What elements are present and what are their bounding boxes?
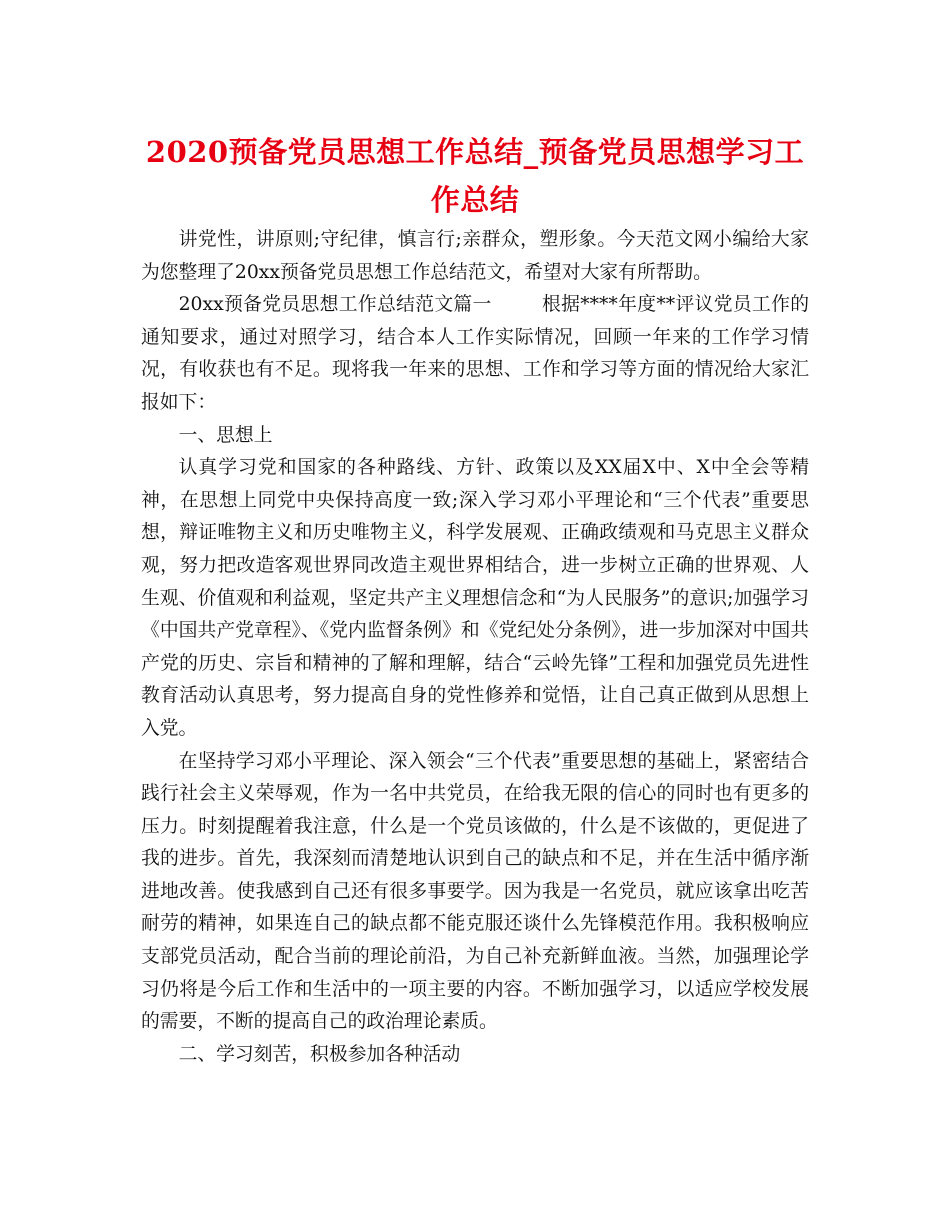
- document-body: [141, 224, 809, 1071]
- article-start-text: 根据****年度**评议党员工作的通知要求，通过对照学习，结合本人工作实际情况，回顾一年来的工作学习情况，有收获也有不足。现将我一年来的思想、工作和学习等方面的情况给大家汇报如下：: [141, 294, 809, 413]
- section-heading-1: 一、思想上: [178, 424, 273, 446]
- section-heading-2: 二、学习刻苦，积极参加各种活动: [178, 1043, 461, 1065]
- body-paragraph: 在坚持学习邓小平理论、深入领会“三个代表”重要思想的基础上，紧密结合践行社会主义荣辱观，作为一名中共党员，在给我无限的信心的同时也有更多的压力。时刻提醒着我注意，什么是一个党员该做的，什么是不该做的，更促进了我的进步。首先，我深刻而清楚地认识到自己的缺点和不足，并在生活中循序渐进地改善。使我感到自己还有很多事要学。因为我是一名党员，就应该拿出吃苦耐劳的精神，如果连自己的缺点都不能克服还谈什么先锋模范作用。我积极响应支部党员活动，配合当前的理论前沿，为自己补充新鲜血液。当然，加强理论学习仍将是今后工作和生活中的一项主要的内容。不断加强学习，以适应学校发展的需要，不断的提高自己的政治理论素质。: [141, 750, 809, 1033]
- article-start-paragraph: [141, 289, 809, 419]
- body-paragraph: 认真学习党和国家的各种路线、方针、政策以及XX届X中、X中全会等精神，在思想上同党中央保持高度一致;深入学习邓小平理论和“三个代表”重要思想，辩证唯物主义和历史唯物主义，科学发展观、正确政绩观和马克思主义群众观，努力把改造客观世界同改造主观世界相结合，进一步树立正确的世界观、人生观、价值观和利益观，坚定共产主义理想信念和“为人民服务”的意识;加强学习《中国共产党章程》、《党内监督条例》和《党纪处分条例》，进一步加深对中国共产党的历史、宗旨和精神的了解和理解，结合“云岭先锋”工程和加强党员先进性教育活动认真思考，努力提高自身的党性修养和觉悟，让自己真正做到从思想上入党。: [141, 457, 809, 739]
- document-title: 2020预备党员思想工作总结_预备党员思想学习工作总结: [145, 135, 805, 217]
- article-heading: 20xx预备党员思想工作总结范文篇一: [178, 294, 492, 316]
- intro-paragraph: 讲党性，讲原则;守纪律，慎言行;亲群众，塑形象。今天范文网小编给大家为您整理了20xx预备党员思想工作总结范文，希望对大家有所帮助。: [141, 229, 809, 283]
